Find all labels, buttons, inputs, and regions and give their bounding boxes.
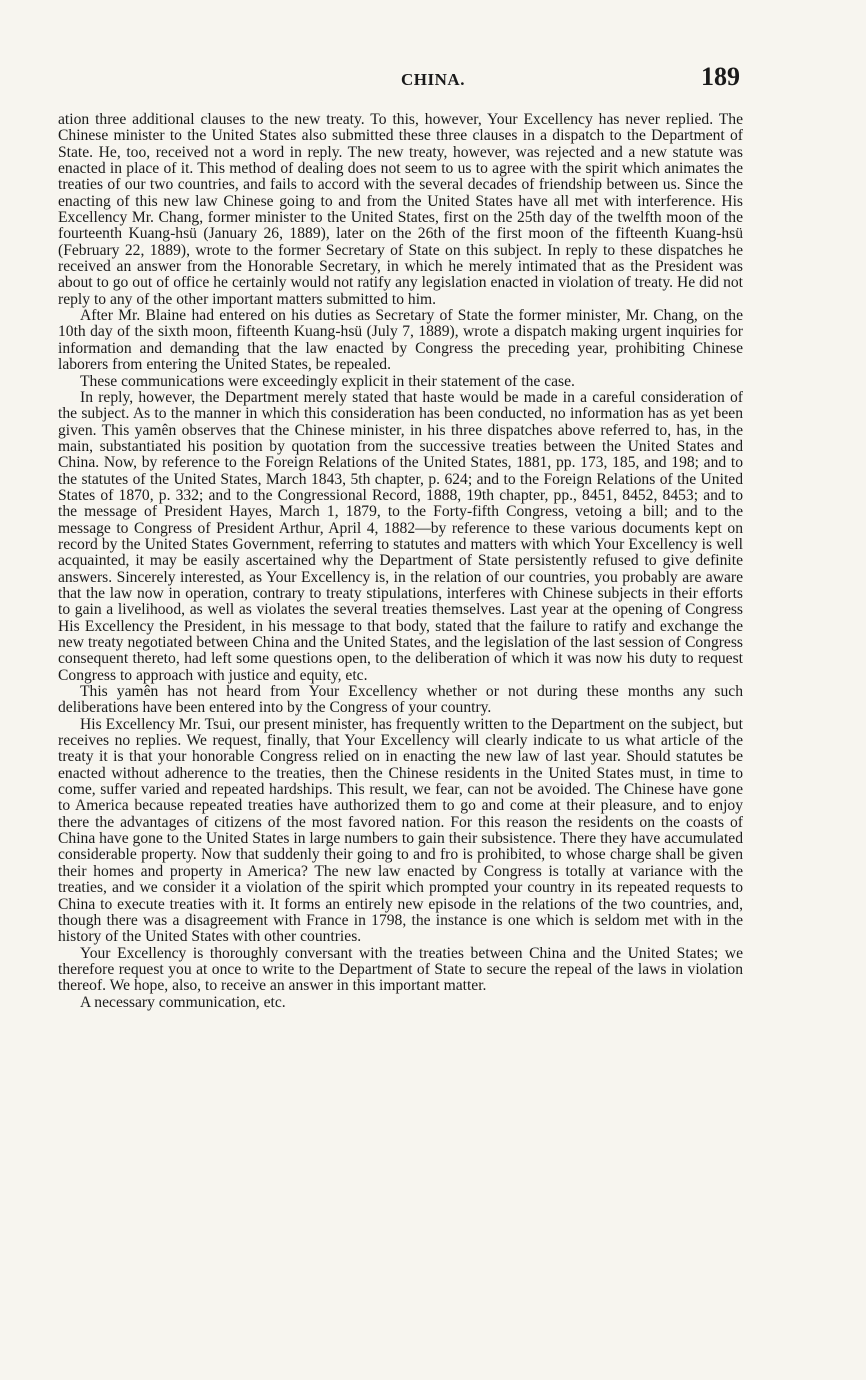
paragraph: In reply, however, the Department merely stated that haste would be made in a careful consideration of the subject. As to the manner in which this consideration has been conducted, no information has as yet been given. This yamên observes that the Chinese minister, in his three dispatches above referred to, has, in the main, substantiated his position by quotation from the successive treaties between the United States and China. Now, by reference to the Foreign Relations of the United States, 1881, pp. 173, 185, and 198; and to the statutes of the United States, March 1843, 5th chapter, p. 624; and to the Foreign Relations of the United States of 1870, p. 332; and to the Congressional Record, 1888, 19th chapter, pp., 8451, 8452, 8453; and to the message of President Hayes, March 1, 1879, to the Forty-fifth Congress, vetoing a bill; and to the message to Congress of President Arthur, April 4, 1882—by reference to these various documents kept on record by the United States Government, referring to statutes and matters with which Your Excellency is well acquainted, it may be easily ascertained why the Department of State persistently refused to give definite answers. Sincerely interested, as Your Excellency is, in the relation of our countries, you probably are aware that the law now in operation, contrary to treaty stipulations, interferes with Chinese subjects in their efforts to gain a livelihood, as well as violates the several treaties themselves. Last year at the opening of Congress His Excellency the President, in his message to that body, stated that the failure to ratify and exchange the new treaty negotiated between China and the United States, and the legislation of the last session of Congress consequent thereto, had left some questions open, to the deliberation of which it was now his duty to request Congress to approach with justice and equity, etc. [58, 388, 743, 684]
running-head [0, 62, 866, 98]
paragraph: These communications were exceedingly explicit in their statement of the case. [80, 372, 575, 390]
page-number: 189 [701, 62, 740, 91]
paragraph: His Excellency Mr. Tsui, our present minister, has frequently written to the Department on the subject, but receives no replies. We request, finally, that Your Excellency will clearly indicate to us what article of the treaty it is that your honorable Congress relied on in enacting the new law of last year. Should statutes be enacted without adherence to the treaties, then the Chinese residents in the United States must, in time to come, suffer varied and repeated hardships. This result, we fear, can not be avoided. The Chinese have gone to America because repeated treaties have authorized them to go and come at their pleasure, and to enjoy there the advantages of citizens of the most favored nation. For this reason the residents on the coasts of China have gone to the United States in large numbers to gain their subsistence. There they have accumulated considerable property. Now that suddenly their going to and fro is prohibited, to whose charge shall be given their homes and property in America? The new law enacted by Congress is totally at variance with the treaties, and we consider it a violation of the spirit which prompted your country in its repeated requests to China to execute treaties with it. It forms an entirely new episode in the relations of the two countries, and, though there was a disagreement with France in 1798, the instance is one which is seldom met with in the history of the United States with other countries. [58, 715, 743, 946]
paragraph: After Mr. Blaine had entered on his duties as Secretary of State the former minister, Mr. Chang, on the 10th day of the sixth moon, fifteenth Kuang-hsü (July 7, 1889), wrote a dispatch making urgent inquiries for information and demanding that the law enacted by Congress the preceding year, prohibiting Chinese laborers from entering the United States, be repealed. [58, 307, 743, 374]
paragraph: Your Excellency is thoroughly conversant with the treaties between China and the United States; we therefore request you at once to write to the Department of State to secure the repeal of the laws in violation thereof. We hope, also, to receive an answer in this important matter. [58, 944, 743, 995]
paragraph: ation three additional clauses to the new treaty. To this, however, Your Excellency has never replied. The Chinese minister to the United States also submitted these three clauses in a dispatch to the Department of State. He, too, received not a word in reply. The new treaty, however, was rejected and a new statute was enacted in place of it. This method of dealing does not seem to us to agree with the spirit which animates the treaties of our two countries, and fails to accord with the several decades of friendship between us. Since the enacting of this new law Chinese going to and from the United States have all met with interference. His Excellency Mr. Chang, former minister to the United States, first on the 25th day of the twelfth moon of the fourteenth Kuang-hsü (January 26, 1889), later on the 26th of the first moon of the fifteenth Kuang-hsü (February 22, 1889), wrote to the former Secretary of State on this subject. In reply to these dispatches he received an answer from the Honorable Secretary, in which he merely intimated that as the President was about to go out of office he certainly would not ratify any legislation enacted in violation of treaty. He did not reply to any of the other important matters submitted to him. [58, 111, 743, 308]
body-text [58, 112, 743, 1011]
page-title: CHINA. [401, 70, 465, 89]
paragraph: A necessary communication, etc. [80, 993, 286, 1011]
paragraph: This yamên has not heard from Your Excellency whether or not during these months any such deliberations have been entered into by the Congress of your country. [58, 683, 743, 717]
